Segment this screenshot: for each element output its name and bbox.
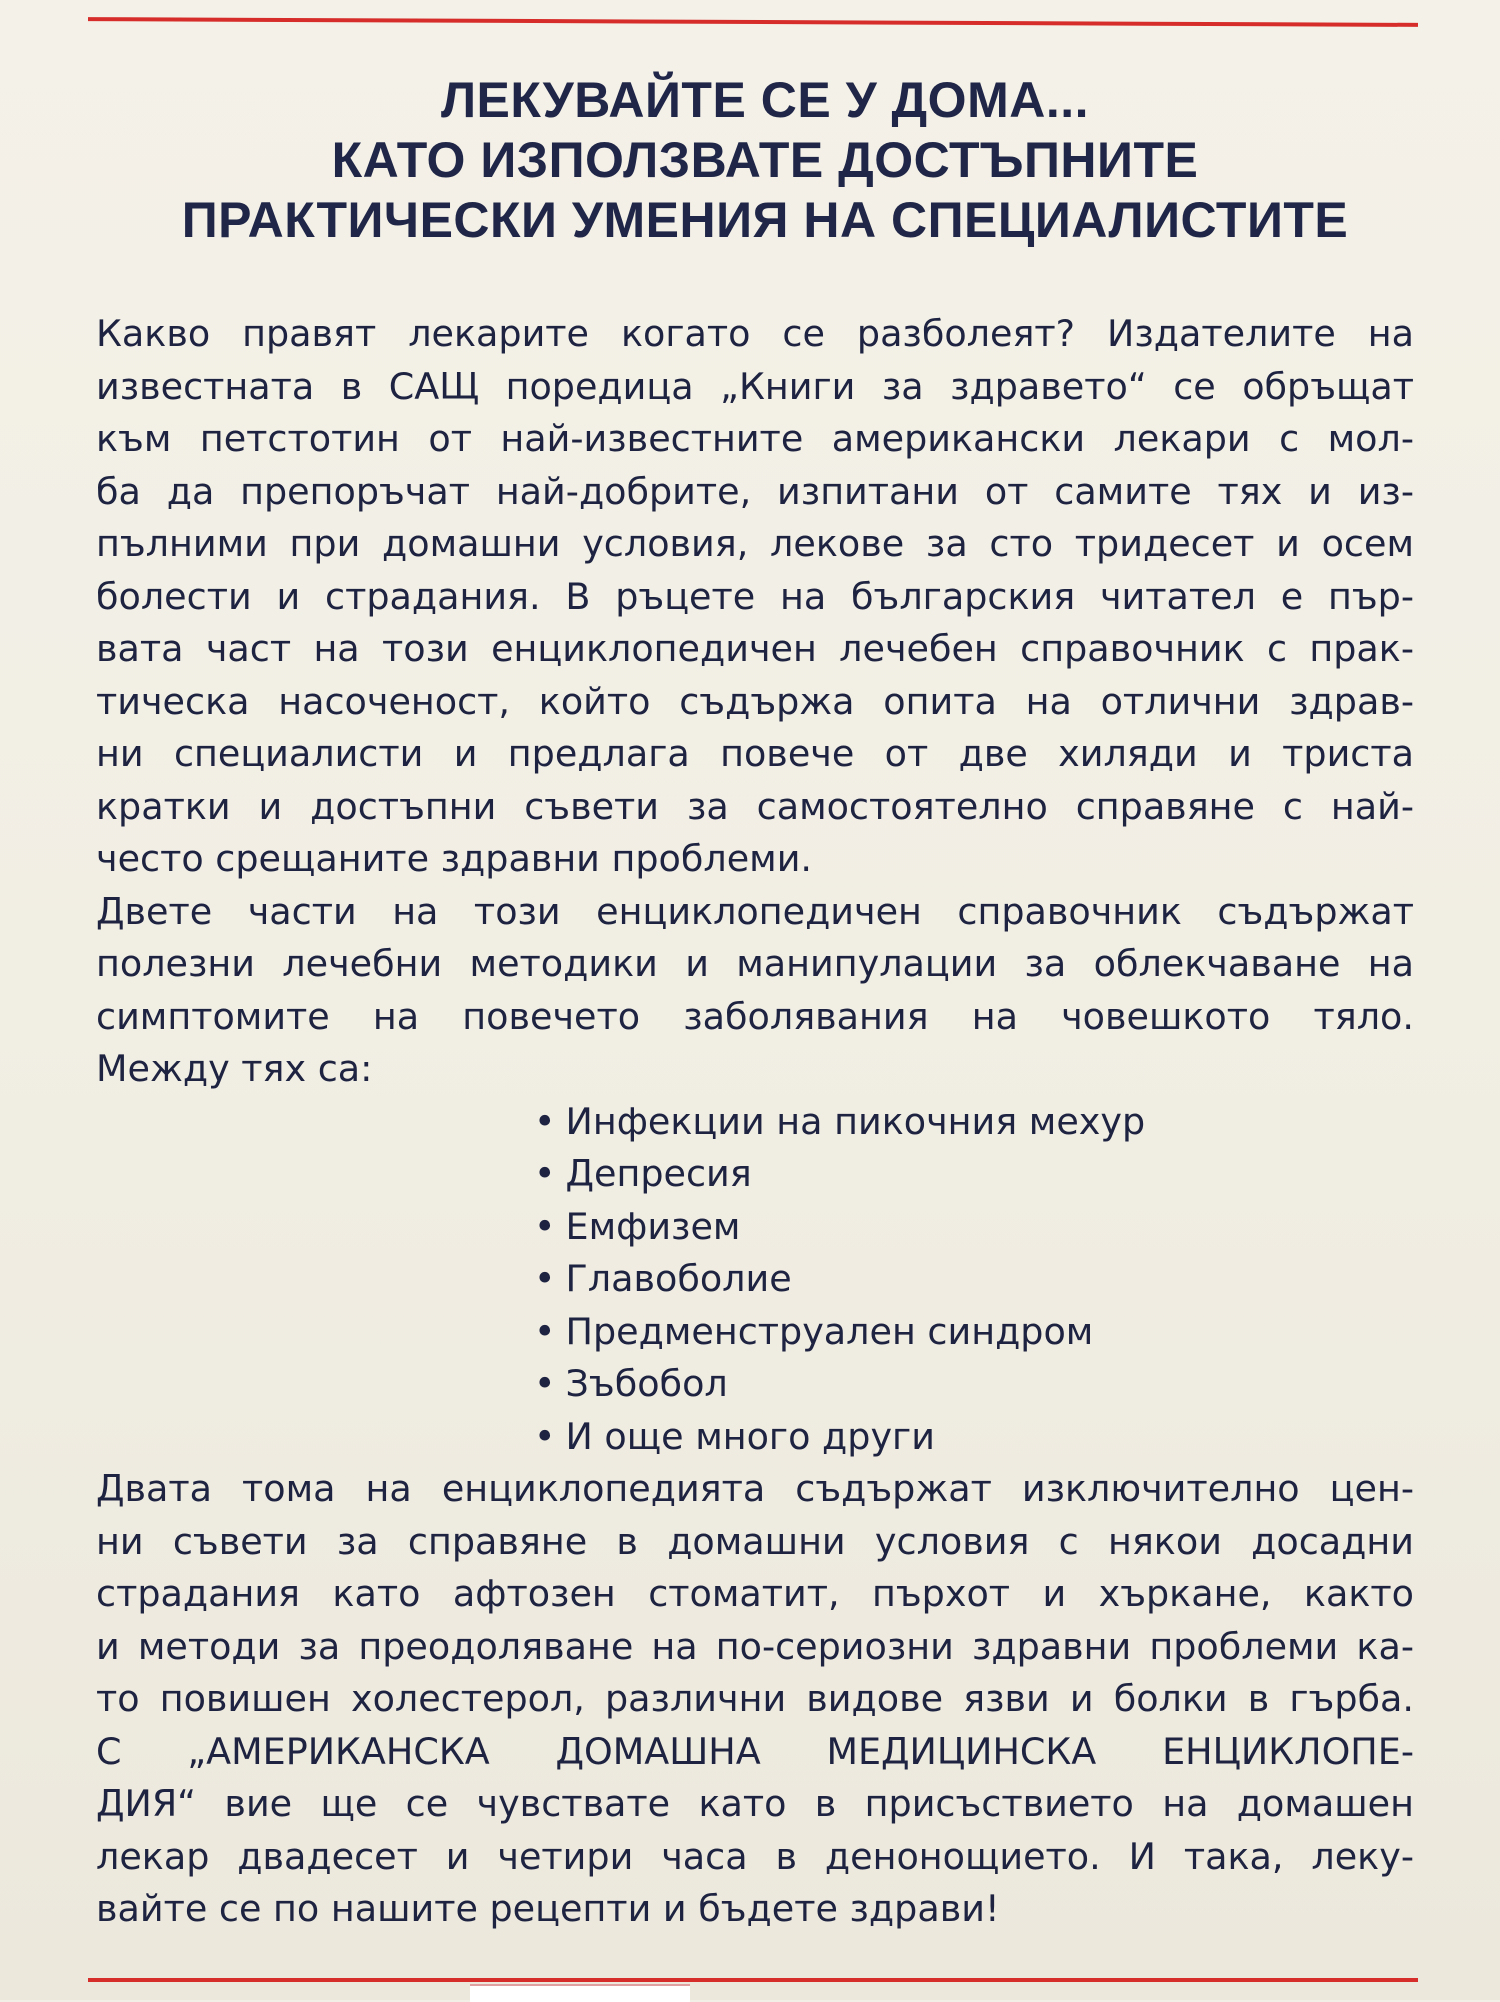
text-line: полезни лечебни методики и манипулации за облекчаване на bbox=[96, 942, 1414, 985]
list-item: • Емфизем bbox=[534, 1201, 1414, 1254]
text-line: към петстотин от най-известните американски лекари с мол- bbox=[96, 417, 1414, 460]
list-item: • И още много други bbox=[534, 1411, 1414, 1464]
text-line: Между тях са: bbox=[96, 1047, 373, 1090]
list-item: • Зъбобол bbox=[534, 1358, 1414, 1411]
conditions-list bbox=[534, 1096, 1414, 1464]
text-line: ДИЯ“ вие ще се чувствате като в присъствието на домашен bbox=[96, 1782, 1414, 1825]
heading-line: КАТО ИЗПОЛЗВАТЕ ДОСТЪПНИТЕ bbox=[331, 132, 1199, 188]
top-red-rule bbox=[88, 17, 1418, 27]
text-line: пълними при домашни условия, лекове за сто тридесет и осем bbox=[96, 522, 1414, 565]
heading-line: ЛЕКУВАЙТЕ СЕ У ДОМА... bbox=[440, 72, 1090, 128]
text-line: тическа насоченост, който съдържа опита на отлични здрав- bbox=[96, 679, 1414, 723]
text-line: вайте се по нашите рецепти и бъдете здрави! bbox=[96, 1887, 1000, 1930]
list-item: • Главоболие bbox=[534, 1253, 1414, 1306]
text-line: често срещаните здравни проблеми. bbox=[96, 837, 813, 880]
list-item: • Инфекции на пикочния мехур bbox=[534, 1096, 1414, 1149]
intro-paragraph bbox=[96, 308, 1414, 886]
text-line: симптомите на повечето заболявания на човешкото тяло. bbox=[96, 994, 1414, 1038]
text-line: кратки и достъпни съвети за самостоятелно справяне с най- bbox=[96, 784, 1414, 828]
text-line: Двата тома на енциклопедията съдържат изключително цен- bbox=[96, 1467, 1414, 1510]
text-line: вата част на този енциклопедичен лечебен справочник с прак- bbox=[96, 627, 1414, 670]
blurb-body bbox=[96, 308, 1414, 1936]
text-line: известната в САЩ поредица „Книги за здравето“ се обръщат bbox=[96, 364, 1414, 408]
text-line: то повишен холестерол, различни видове язви и болки в гърба. bbox=[96, 1677, 1414, 1720]
text-line: С „АМЕРИКАНСКА ДОМАШНА МЕДИЦИНСКА ЕНЦИКЛОПЕ- bbox=[96, 1729, 1414, 1773]
closing-paragraph bbox=[96, 1463, 1414, 1936]
price-sticker bbox=[470, 1984, 690, 2002]
text-line: ни специалисти и предлага повече от две хиляди и триста bbox=[96, 732, 1414, 775]
list-item: • Предменструален синдром bbox=[534, 1306, 1414, 1359]
text-line: ба да препоръчат най-добрите, изпитани от самите тях и из- bbox=[96, 469, 1414, 513]
text-line: ни съвети за справяне в домашни условия с някои досадни bbox=[96, 1519, 1414, 1563]
text-line: лекар двадесет и четири часа в денонощието. И така, леку- bbox=[96, 1834, 1414, 1878]
heading-line: ПРАКТИЧЕСКИ УМЕНИЯ НА СПЕЦИАЛИСТИТЕ bbox=[181, 192, 1349, 248]
parts-paragraph bbox=[96, 886, 1414, 1096]
text-line: страдания като афтозен стоматит, пърхот и хъркане, както bbox=[96, 1572, 1414, 1615]
bottom-red-rule bbox=[88, 1978, 1418, 1982]
cover-heading bbox=[80, 70, 1450, 250]
text-line: Какво правят лекарите когато се разболеят? Издателите на bbox=[96, 312, 1414, 355]
text-line: и методи за преодоляване на по-сериозни здравни проблеми ка- bbox=[96, 1624, 1414, 1668]
text-line: болести и страдания. В ръцете на българския читател е пър- bbox=[96, 574, 1414, 618]
text-line: Двете части на този енциклопедичен справочник съдържат bbox=[96, 889, 1414, 933]
list-item: • Депресия bbox=[534, 1148, 1414, 1201]
